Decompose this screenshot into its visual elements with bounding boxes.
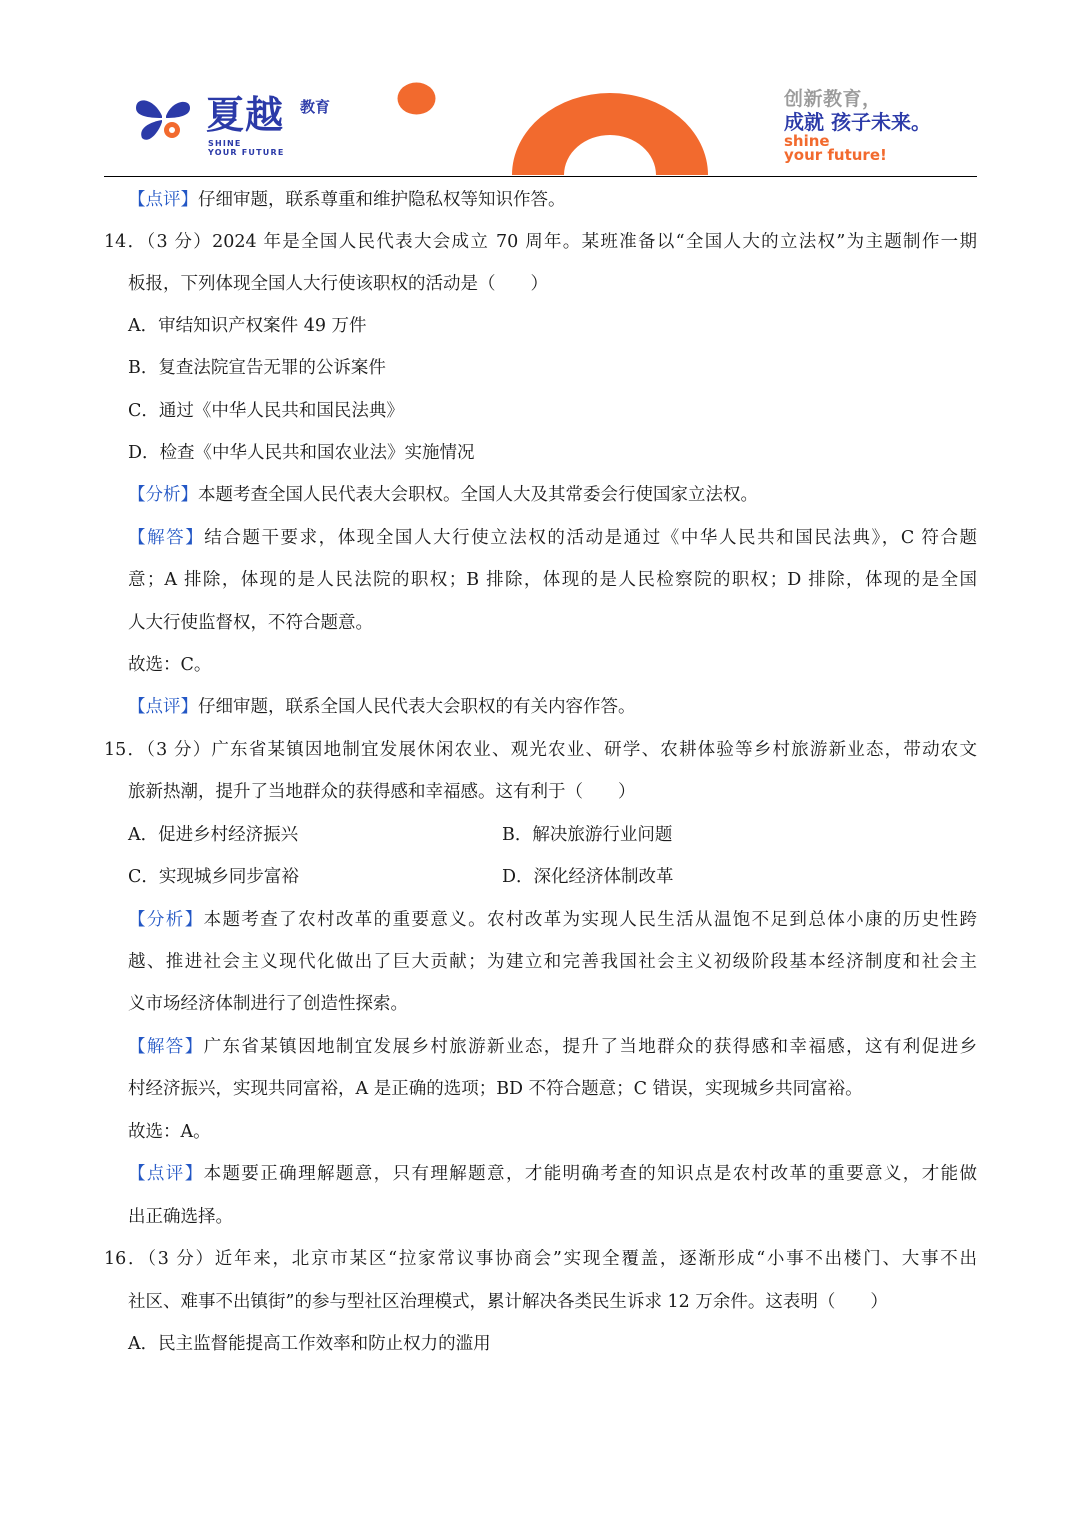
question-15-stem-cont: 旅新热潮，提升了当地群众的获得感和幸福感。这有利于（ ） bbox=[128, 782, 636, 802]
logo-english-line-2: YOUR FUTURE bbox=[208, 148, 285, 157]
analysis-text: 本题考查了农村改革的重要意义。农村改革为实现人民生活从温饱不足到总体小康的历史性跨 bbox=[203, 910, 977, 930]
analysis-line bbox=[128, 483, 758, 507]
analysis-tag: 【分析】 bbox=[128, 910, 204, 930]
slogan-line-1: 创新教育， bbox=[784, 88, 882, 110]
question-14-option-d: D．检查《中华人民共和国农业法》实施情况 bbox=[128, 443, 475, 463]
question-16-option-a: A．民主监督能提高工作效率和防止权力的滥用 bbox=[128, 1334, 491, 1354]
question-15-option-d: D．深化经济体制改革 bbox=[502, 867, 674, 887]
slogan-line-2: 成就 孩子未来。 bbox=[784, 110, 931, 134]
answer-text-cont: 村经济振兴，实现共同富裕，A 是正确的选项；BD 不符合题意；C 错误，实现城乡共同富裕。 bbox=[128, 1079, 863, 1099]
question-15-option-c: C．实现城乡同步富裕 bbox=[128, 867, 299, 887]
question-14-option-b: B．复查法院宣告无罪的公诉案件 bbox=[128, 358, 386, 378]
question-16-stem-cont: 社区、难事不出镇街”的参与型社区治理模式，累计解决各类民生诉求 12 万余件。这表明（ ） bbox=[128, 1292, 888, 1312]
comment-text: 本题要正确理解题意，只有理解题意，才能明确考查的知识点是农村改革的重要意义，才能做 bbox=[203, 1164, 977, 1184]
analysis-line bbox=[128, 908, 977, 932]
question-15-stem: 15．（3 分）广东省某镇因地制宜发展休闲农业、观光农业、研学、农耕体验等乡村旅游新业态，带动农文 bbox=[104, 740, 977, 760]
comment-tag: 【点评】 bbox=[128, 697, 198, 717]
comment-line bbox=[128, 695, 636, 719]
comment-text-cont: 出正确选择。 bbox=[128, 1207, 233, 1227]
orange-arc-decoration bbox=[512, 93, 708, 175]
butterfly-logo-icon bbox=[132, 94, 194, 142]
logo-english bbox=[208, 139, 285, 157]
answer-line bbox=[128, 526, 977, 550]
logo-edu-label: 教育 bbox=[300, 98, 331, 116]
answer-line bbox=[128, 1035, 977, 1059]
page-header bbox=[0, 0, 1080, 180]
question-14-stem-cont: 板报，下列体现全国人大行使该职权的活动是（ ） bbox=[128, 274, 548, 294]
answer-text: 结合题干要求，体现全国人大行使立法权的活动是通过《中华人民共和国民法典》，C 符合题 bbox=[204, 528, 978, 548]
analysis-tag: 【分析】 bbox=[128, 485, 198, 505]
comment-line bbox=[128, 1162, 977, 1186]
answer-text-cont: 意；A 排除，体现的是人民法院的职权；B 排除，体现的是人民检察院的职权；D 排除，体现的是全国 bbox=[128, 570, 977, 590]
answer-text-cont: 人大行使监督权，不符合题意。 bbox=[128, 613, 373, 633]
logo-wordmark: 夏越 bbox=[206, 93, 285, 137]
question-14-option-c: C．通过《中华人民共和国民法典》 bbox=[128, 401, 404, 421]
comment-tag: 【点评】 bbox=[128, 190, 198, 210]
question-14-option-a: A．审结知识产权案件 49 万件 bbox=[128, 316, 367, 336]
comment-tag: 【点评】 bbox=[128, 1164, 204, 1184]
slogan-line-3a: shine bbox=[784, 132, 830, 150]
comment-text: 仔细审题，联系尊重和维护隐私权等知识作答。 bbox=[198, 190, 566, 210]
header-divider bbox=[104, 176, 977, 177]
analysis-text: 本题考查全国人民代表大会职权。全国人大及其常委会行使国家立法权。 bbox=[198, 485, 758, 505]
comment-text: 仔细审题，联系全国人民代表大会职权的有关内容作答。 bbox=[198, 697, 636, 717]
answer-text: 广东省某镇因地制宜发展乡村旅游新业态，提升了当地群众的获得感和幸福感，这有利促进乡 bbox=[203, 1037, 977, 1057]
slogan-line-3b: your future! bbox=[784, 146, 887, 164]
answer-tag: 【解答】 bbox=[128, 528, 205, 548]
choice-line: 故选：A。 bbox=[128, 1122, 211, 1142]
question-15-option-a: A．促进乡村经济振兴 bbox=[128, 825, 299, 845]
question-15-option-b: B．解决旅游行业问题 bbox=[502, 825, 673, 845]
analysis-text-cont: 义市场经济体制进行了创造性探索。 bbox=[128, 994, 408, 1014]
comment-line bbox=[128, 188, 566, 212]
answer-tag: 【解答】 bbox=[128, 1037, 204, 1057]
choice-line: 故选：C。 bbox=[128, 655, 212, 675]
orange-dot-decoration bbox=[397, 82, 436, 115]
logo-english-line-1: SHINE bbox=[208, 139, 242, 148]
analysis-text-cont: 越、推进社会主义现代化做出了巨大贡献；为建立和完善我国社会主义初级阶段基本经济制度和社会主 bbox=[128, 952, 977, 972]
question-14-stem: 14．（3 分）2024 年是全国人民代表大会成立 70 周年。某班准备以“全国人大的立法权”为主题制作一期 bbox=[104, 232, 977, 252]
header-slogan bbox=[784, 88, 931, 162]
question-16-stem: 16．（3 分）近年来，北京市某区“拉家常议事协商会”实现全覆盖，逐渐形成“小事不出楼门、大事不出 bbox=[104, 1249, 977, 1269]
